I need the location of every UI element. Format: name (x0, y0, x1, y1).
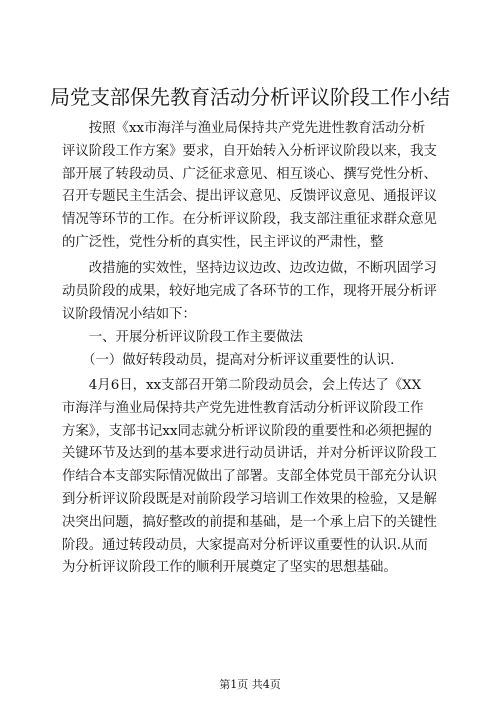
text-line: 为分析评议阶段工作的顺利开展奠定了坚实的思想基础。 (62, 560, 397, 576)
text-line: 评议阶段工作方案》要求，自开始转入分析评议阶段以来，我支 (62, 143, 437, 159)
text-line: 关键环节及达到的基本要求进行动员讲话，并对分析评议阶段工 (62, 446, 437, 462)
text-line: 改措施的实效性，坚持边议边改、边改边做，不断巩固学习 (62, 261, 437, 276)
paragraph-mobilization (62, 375, 462, 580)
paragraph-continuation (62, 258, 462, 326)
text-line: 的广泛性，党性分析的真实性，民主评议的严肃性，整 (62, 234, 384, 250)
text-line: 情况等环节的工作。在分析评议阶段，我支部注重征求群众意见 (62, 212, 437, 228)
document-title: 局党支部保先教育活动分析评议阶段工作小结 (50, 85, 450, 109)
text-line: 按照《xx市海洋与渔业局保持共产党先进性教育活动分析 (62, 121, 426, 136)
text-line: 市海洋与渔业局保持共产党先进性教育活动分析评议阶段工作 (62, 400, 424, 416)
text-line: 召开专题民主生活会、提出评议意见、反馈评议意见、通报评议 (62, 189, 437, 205)
subsection-heading-text: （一）做好转段动员，提高对分析评议重要性的认识. (62, 353, 395, 368)
paragraph-intro (62, 118, 462, 255)
text-line: 部开展了转段动员、广泛征求意见、相互谈心、撰写党性分析、 (62, 166, 437, 182)
text-line: 决突出问题，搞好整改的前提和基础，是一个承上启下的关键性 (62, 514, 437, 530)
text-line: 动员阶段的成果，较好地完成了各环节的工作，现将开展分析评 (62, 283, 437, 299)
text-line: 到分析评议阶段既是对前阶段学习培训工作效果的检验，又是解 (62, 491, 437, 507)
page-footer: 第1页 共4页 (219, 678, 281, 691)
text-line: 作结合本支部实际情况做出了部署。支部全体党员干部充分认识 (62, 469, 437, 485)
text-line: 方案》，支部书记xx同志就分析评议阶段的重要性和必须把握的 (62, 423, 432, 439)
subsection-heading-1 (62, 350, 462, 373)
section-heading-1 (62, 327, 462, 350)
text-line: 阶段。通过转段动员，大家提高对分析评议重要性的认识.从而 (62, 537, 428, 553)
section-heading-text: 一、开展分析评议阶段工作主要做法 (62, 330, 304, 345)
text-line: 4月6日，xx支部召开第二阶段动员会，会上传达了《XX (62, 378, 422, 393)
text-line: 议阶段情况小结如下： (62, 306, 196, 322)
